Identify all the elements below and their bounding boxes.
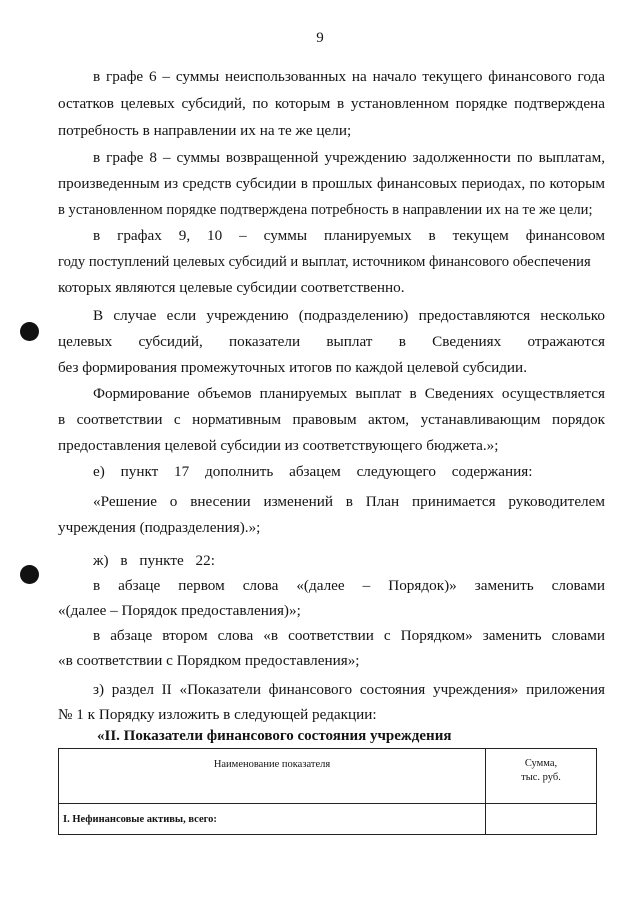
section-heading: «II. Показатели финансового состояния учреждения bbox=[97, 728, 452, 744]
table-header-row bbox=[59, 749, 597, 804]
financial-indicators-table bbox=[58, 748, 597, 835]
page-number: 9 bbox=[316, 30, 324, 46]
text-line: «Решение о внесении изменений в План принимается руководителем bbox=[93, 493, 605, 510]
text-line: без формирования промежуточных итогов по каждой целевой субсидии. bbox=[58, 359, 527, 376]
text-line: № 1 к Порядку изложить в следующей редакции: bbox=[58, 706, 377, 723]
text-line: з) раздел II «Показатели финансового состояния учреждения» приложения bbox=[93, 681, 605, 698]
text-line: учреждения (подразделения).»; bbox=[58, 519, 261, 536]
text-line: Формирование объемов планируемых выплат в Сведениях осуществляется bbox=[93, 385, 605, 402]
text-line: которых являются целевые субсидии соответственно. bbox=[58, 279, 405, 296]
punch-hole-icon bbox=[20, 565, 39, 584]
text-line: «(далее – Порядок предоставления)»; bbox=[58, 602, 301, 619]
table-row bbox=[59, 804, 597, 835]
column-header-amount bbox=[486, 749, 597, 804]
column-header-indicator: Наименование показателя bbox=[59, 749, 486, 804]
row-value-nonfinancial-assets bbox=[486, 804, 597, 835]
text-line: ж) в пункте 22: bbox=[93, 552, 215, 569]
text-line: в графах 9, 10 – суммы планируемых в текущем финансовом bbox=[93, 227, 605, 244]
text-line: предоставления целевой субсидии из соответствующего бюджета.»; bbox=[58, 437, 499, 454]
text-line: потребность в направлении их на те же цели; bbox=[58, 122, 352, 139]
text-line: в установленном порядке подтверждена потребность в направлении их на те же цели; bbox=[58, 202, 593, 218]
text-line: в абзаце втором слова «в соответствии с Порядком» заменить словами bbox=[93, 627, 605, 644]
text-line: остатков целевых субсидий, по которым в установленном порядке подтверждена bbox=[58, 95, 605, 112]
column-header-amount-unit: тыс. руб. bbox=[521, 772, 561, 783]
text-line: е) пункт 17 дополнить абзацем следующего содержания: bbox=[93, 463, 533, 480]
row-label-nonfinancial-assets: I. Нефинансовые активы, всего: bbox=[59, 804, 486, 835]
text-line: целевых субсидий, показатели выплат в Сведениях отражаются bbox=[58, 333, 605, 350]
text-line: В случае если учреждению (подразделению) предоставляются несколько bbox=[93, 307, 605, 324]
text-line: году поступлений целевых субсидий и выплат, источником финансового обеспечения bbox=[58, 254, 591, 270]
punch-hole-icon bbox=[20, 322, 39, 341]
column-header-amount-line: Сумма, bbox=[524, 758, 558, 769]
text-line: в графе 8 – суммы возвращенной учреждению задолженности по выплатам, bbox=[93, 149, 605, 166]
text-line: произведенным из средств субсидии в прошлых финансовых периодах, по которым bbox=[58, 175, 605, 192]
text-line: в соответствии с нормативным правовым актом, устанавливающим порядок bbox=[58, 411, 605, 428]
text-line: в графе 6 – суммы неиспользованных на начало текущего финансового года bbox=[93, 68, 605, 85]
text-line: «в соответствии с Порядком предоставления»; bbox=[58, 652, 360, 669]
text-line: в абзаце первом слова «(далее – Порядок)» заменить словами bbox=[93, 577, 605, 594]
